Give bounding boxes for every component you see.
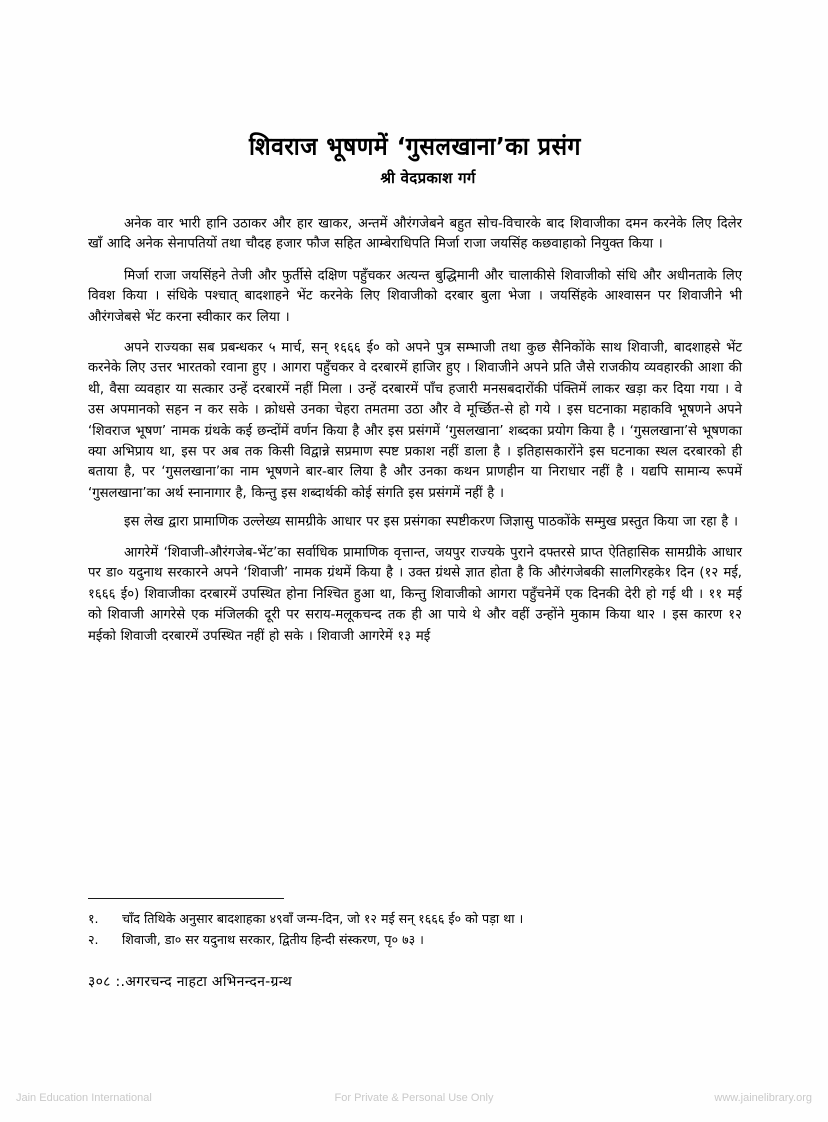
paragraph: अनेक वार भारी हानि उठाकर और हार खाकर, अन्तमें औरंगजेबने बहुत सोच-विचारके बाद शिवाजीका दमन करनेके लिए दिलेर खाँ आदि अनेक सेनापतियों तथा चौदह हजार फौज सहित आम्बेराधिपति मिर्जा राजा जयसिंह कछवाहाको नियुक्त किया । [88, 215, 742, 252]
footnote-item [88, 908, 742, 929]
paragraph: मिर्जा राजा जयसिंहने तेजी और फुर्तीसे दक्षिण पहुँचकर अत्यन्त बुद्धिमानी और चालाकीसे शिवाजीको संधि और अधीनताके लिए विवश किया । संधिके पश्चात् बादशाहने भेंट करनेके लिए शिवाजीको दरबार बुला भेजा । जयसिंहके आश्वासन पर शिवाजीने भी औरंगजेबसे भेंट करना स्वीकार कर लिया । [88, 267, 742, 325]
paragraph: अपने राज्यका सब प्रबन्धकर ५ मार्च, सन् १६६६ ई० को अपने पुत्र सम्भाजी तथा कुछ सैनिकोंके साथ शिवाजी, बादशाहसे भेंट करनेके लिए उत्तर भारतको रवाना हुए । आगरा पहुँचकर वे दरबारमें हाजिर हुए । शिवाजीने अपने प्रति जैसे राजकीय व्यवहारकी आशा की थी, वैसा व्यवहार या सत्कार उन्हें दरबारमें नहीं मिला । उन्हें दरबारमें पाँच हजारी मनसबदारोंकी पंक्तिमें लाकर खड़ा कर दिया गया । वे उस अपमानको सहन न कर सके । क्रोधसे उनका चेहरा तमतमा उठा और वे मूर्च्छित-से हो गये । इस घटनाका महाकवि भूषणने अपने ‘शिवराज भूषण’ नामक ग्रंथके कई छन्दोंमें वर्णन किया है और इस प्रसंगमें ‘गुसलखाना’ शब्दका प्रयोग किया है । ‘गुसलखाना’से भूषणका क्या अभिप्राय था, इस पर अब तक किसी विद्वान्ने सप्रमाण स्पष्ट प्रकाश नहीं डाला है । इतिहासकारोंने इस घटनाका स्थल दरबारको ही बताया है, पर ‘गुसलखाना’का नाम भूषणने बार-बार लिया है और उनका कथन प्राणहीन या निराधार नहीं है । यद्यपि सामान्य रूपमें ‘गुसलखाना’का अर्थ स्नानागार है, किन्तु इस शब्दार्थकी कोई संगति इस प्रसंगमें नहीं है । [88, 339, 742, 501]
watermark-usage-notice: For Private & Personal Use Only [334, 1092, 494, 1104]
footnote-number: १. [88, 911, 99, 926]
page-number-and-book-title: ३०८ :.अगरचन्द नाहटा अभिनन्दन-ग्रन्थ [88, 974, 293, 990]
footnote-text: शिवाजी, डा० सर यदुनाथ सरकार, द्वितीय हिन्दी संस्करण, पृ० ७३ । [122, 932, 424, 947]
page-title: शिवराज भूषणमें ‘गुसलखाना’का प्रसंग [249, 133, 581, 161]
author-byline: श्री वेदप्रकाश गर्ग [380, 168, 476, 187]
article-body [88, 214, 742, 646]
footnote-separator-rule [88, 898, 284, 899]
watermark-organization: Jain Education International [16, 1092, 152, 1104]
paragraph: आगरेमें ‘शिवाजी-औरंगजेब-भेंट’का सर्वाधिक प्रामाणिक वृत्तान्त, जयपुर राज्यके पुराने दफ्तरसे प्राप्त ऐतिहासिक सामग्रीके आधार पर डा० यदुनाथ सरकारने अपने ‘शिवाजी’ नामक ग्रंथमें किया है । उक्त ग्रंथसे ज्ञात होता है कि औरंगजेबकी सालगिरहके१ दिन (१२ मई, १६६६ ई०) शिवाजीका दरबारमें उपस्थित होना निश्चित हुआ था, किन्तु शिवाजीको आगरा पहुँचनेमें एक दिनकी देरी हो गई थी । ११ मई को शिवाजी आगरेसे एक मंजिलकी दूरी पर सराय-मलूकचन्द तक ही आ पाये थे और वहीं उन्होंने मुकाम किया था२ । इस कारण १२ मईको शिवाजी दरबारमें उपस्थित नहीं हो सके । शिवाजी आगरेमें १३ मई [88, 545, 742, 645]
scan-watermark-bar [0, 1088, 828, 1108]
page-content [88, 132, 742, 645]
watermark-website-url[interactable]: www.jainelibrary.org [714, 1092, 812, 1104]
footnote-text: चाँद तिथिके अनुसार बादशाहका ४९वाँ जन्म-दिन, जो १२ मई सन् १६६६ ई० को पड़ा था । [122, 911, 524, 926]
footnote-section [88, 898, 742, 950]
footnote-number: २. [88, 932, 99, 947]
title-block [88, 132, 742, 188]
paragraph: इस लेख द्वारा प्रामाणिक उल्लेख्य सामग्रीके आधार पर इस प्रसंगका स्पष्टीकरण जिज्ञासु पाठकोंके सम्मुख प्रस्तुत किया जा रहा है । [124, 514, 738, 530]
footnote-item [88, 929, 742, 950]
